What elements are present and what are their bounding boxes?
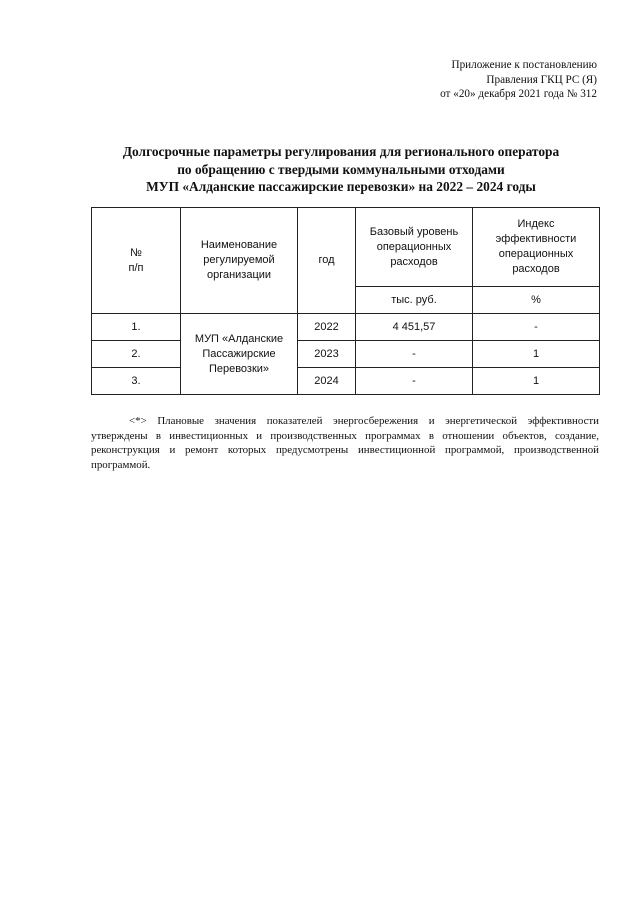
header-organization: Наименование регулируемой организации	[181, 208, 298, 314]
row-efficiency-index: -	[473, 314, 600, 341]
appendix-line: от «20» декабря 2021 года № 312	[440, 88, 597, 100]
row-base-level: -	[356, 341, 473, 368]
header-efficiency-index: Индекс эффективности операционных расходов	[473, 208, 600, 287]
footnote: <*> Плановые значения показателей энергосбережения и энергетической эффективности утверждены в инвестиционных и производственных программах в отношении объектов, создание, реконструкция и ремонт которых предусмотрены инвестиционной программой, производственной программой.	[91, 415, 599, 471]
table-header-row	[92, 208, 600, 287]
row-efficiency-index: 1	[473, 341, 600, 368]
appendix-line: Правления ГКЦ РС (Я)	[486, 73, 597, 86]
row-base-level: -	[356, 368, 473, 395]
unit-efficiency-index: %	[473, 287, 600, 314]
document-title	[60, 143, 622, 196]
header-base-level: Базовый уровень операционных расходов	[356, 208, 473, 287]
row-year: 2022	[298, 314, 356, 341]
appendix-line: Приложение к постановлению	[451, 59, 597, 71]
row-num: 1.	[92, 314, 181, 341]
appendix-reference	[440, 58, 597, 102]
header-year: год	[298, 208, 356, 314]
table-row	[92, 341, 600, 368]
row-year: 2023	[298, 341, 356, 368]
row-year: 2024	[298, 368, 356, 395]
organization-name: МУП «Алданские Пассажирские Перевозки»	[181, 314, 298, 395]
regulation-parameters-table	[91, 207, 600, 395]
table-row	[92, 314, 600, 341]
row-efficiency-index: 1	[473, 368, 600, 395]
table-row	[92, 368, 600, 395]
row-num: 2.	[92, 341, 181, 368]
row-num: 3.	[92, 368, 181, 395]
title-line: по обращению с твердыми коммунальными отходами	[177, 161, 505, 177]
row-base-level: 4 451,57	[356, 314, 473, 341]
unit-base-level: тыс. руб.	[356, 287, 473, 314]
title-line: Долгосрочные параметры регулирования для регионального оператора	[122, 144, 560, 159]
title-line: МУП «Алданские пассажирские перевозки» на 2022 – 2024 годы	[146, 179, 536, 194]
header-num: № п/п	[92, 208, 181, 314]
